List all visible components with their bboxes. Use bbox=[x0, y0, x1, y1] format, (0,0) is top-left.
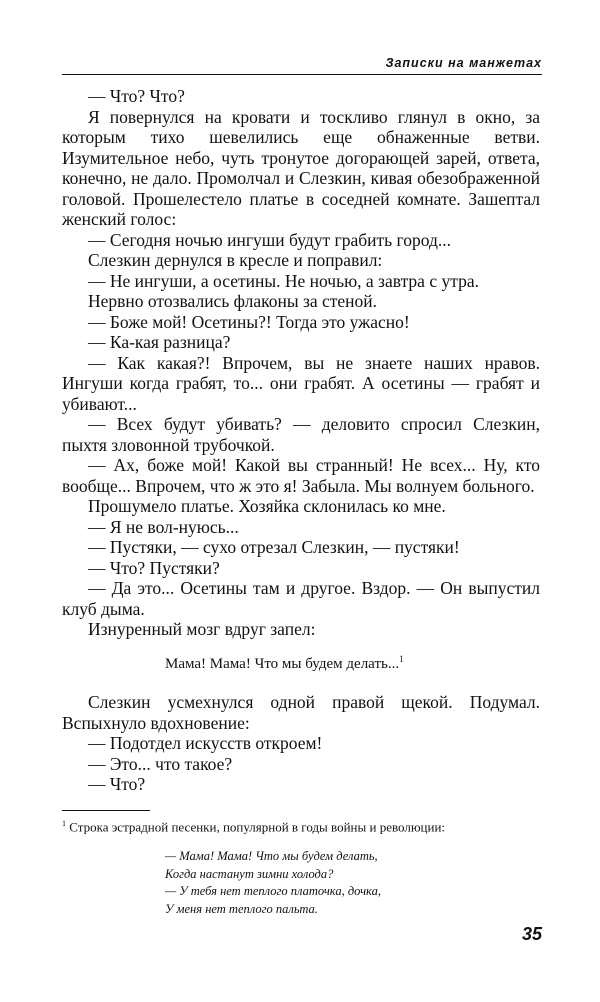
footnote-reference: 1 bbox=[399, 654, 404, 664]
main-text bbox=[62, 86, 540, 640]
footnote bbox=[62, 819, 542, 835]
paragraph: Слезкин усмехнулся одной правой щекой. Подумал. Вспыхнуло вдохновение: bbox=[62, 692, 540, 733]
paragraph: — Это... что такое? bbox=[88, 753, 233, 774]
footnote-mark: 1 bbox=[62, 819, 66, 828]
paragraph: Прошумело платье. Хозяйка склонилась ко мне. bbox=[88, 496, 446, 516]
main-text-continued bbox=[62, 692, 540, 795]
song-line-text: Мама! Мама! Что мы будем делать... bbox=[165, 656, 400, 672]
paragraph: — Как какая?! Впрочем, вы не знаете наших нравов. Ингуши когда грабят, то... они грабят. А осетины — грабят и убивают... bbox=[62, 352, 540, 414]
paragraph: — Подотдел искусств откроем! bbox=[88, 733, 323, 753]
running-header-title: Записки на манжетах bbox=[385, 56, 542, 70]
paragraph: — Что? bbox=[88, 774, 146, 794]
footnote-text: Строка эстрадной песенки, популярной в годы войны и революции: bbox=[69, 819, 446, 835]
paragraph: Изнуренный мозг вдруг запел: bbox=[88, 619, 316, 639]
running-header bbox=[0, 54, 600, 74]
paragraph: — Сегодня ночью ингуши будут грабить город... bbox=[88, 229, 452, 250]
paragraph: — Ка-кая разница? bbox=[88, 332, 231, 352]
footnote-verse-line: Когда настанут зимни холода? bbox=[165, 866, 334, 881]
header-rule bbox=[62, 74, 542, 75]
paragraph: — Пустяки, — сухо отрезал Слезкин, — пустяки! bbox=[88, 537, 460, 557]
paragraph: — Да это... Осетины там и другое. Вздор. — Он выпустил клуб дыма. bbox=[62, 578, 540, 619]
paragraph: — Что? Что? bbox=[88, 86, 185, 106]
song-line bbox=[165, 654, 404, 673]
footnote-verse bbox=[165, 848, 381, 918]
paragraph: — Не ингуши, а осетины. Не ночью, а завтра с утра. bbox=[88, 270, 479, 291]
paragraph: — Я не вол-нуюсь... bbox=[88, 516, 239, 537]
paragraph: — Что? Пустяки? bbox=[88, 557, 220, 578]
footnote-verse-line: — У тебя нет теплого платочка, дочка, bbox=[165, 884, 381, 898]
footnote-verse-line: У меня нет теплого пальта. bbox=[165, 901, 318, 916]
paragraph: Нервно отозвались флаконы за стеной. bbox=[88, 291, 378, 311]
paragraph: Слезкин дернулся в кресле и поправил: bbox=[88, 250, 383, 270]
footnote-verse-line: — Мама! Мама! Что мы будем делать, bbox=[165, 849, 378, 863]
paragraph: — Ах, боже мой! Какой вы странный! Не всех... Ну, кто вообще... Впрочем, что ж это я! Забыла. Мы волнуем больного. bbox=[62, 455, 540, 496]
paragraph: — Боже мой! Осетины?! Тогда это ужасно! bbox=[88, 311, 410, 332]
footnote-rule bbox=[62, 810, 150, 811]
paragraph: — Всех будут убивать? — деловито спросил Слезкин, пыхтя зловонной трубочкой. bbox=[62, 414, 540, 455]
paragraph: Я повернулся на кровати и тоскливо глянул в окно, за которым тихо шевелились еще обнаженные ветви. Изумительное небо, чуть тронутое догорающей зарей, ответа, конечно, не дало. Промолчал и Слезкин, кивая обезображенной головой. Прошелестело платье в соседней комнате. Зашептал женский голос: bbox=[62, 106, 540, 229]
page-number: 35 bbox=[521, 924, 542, 944]
